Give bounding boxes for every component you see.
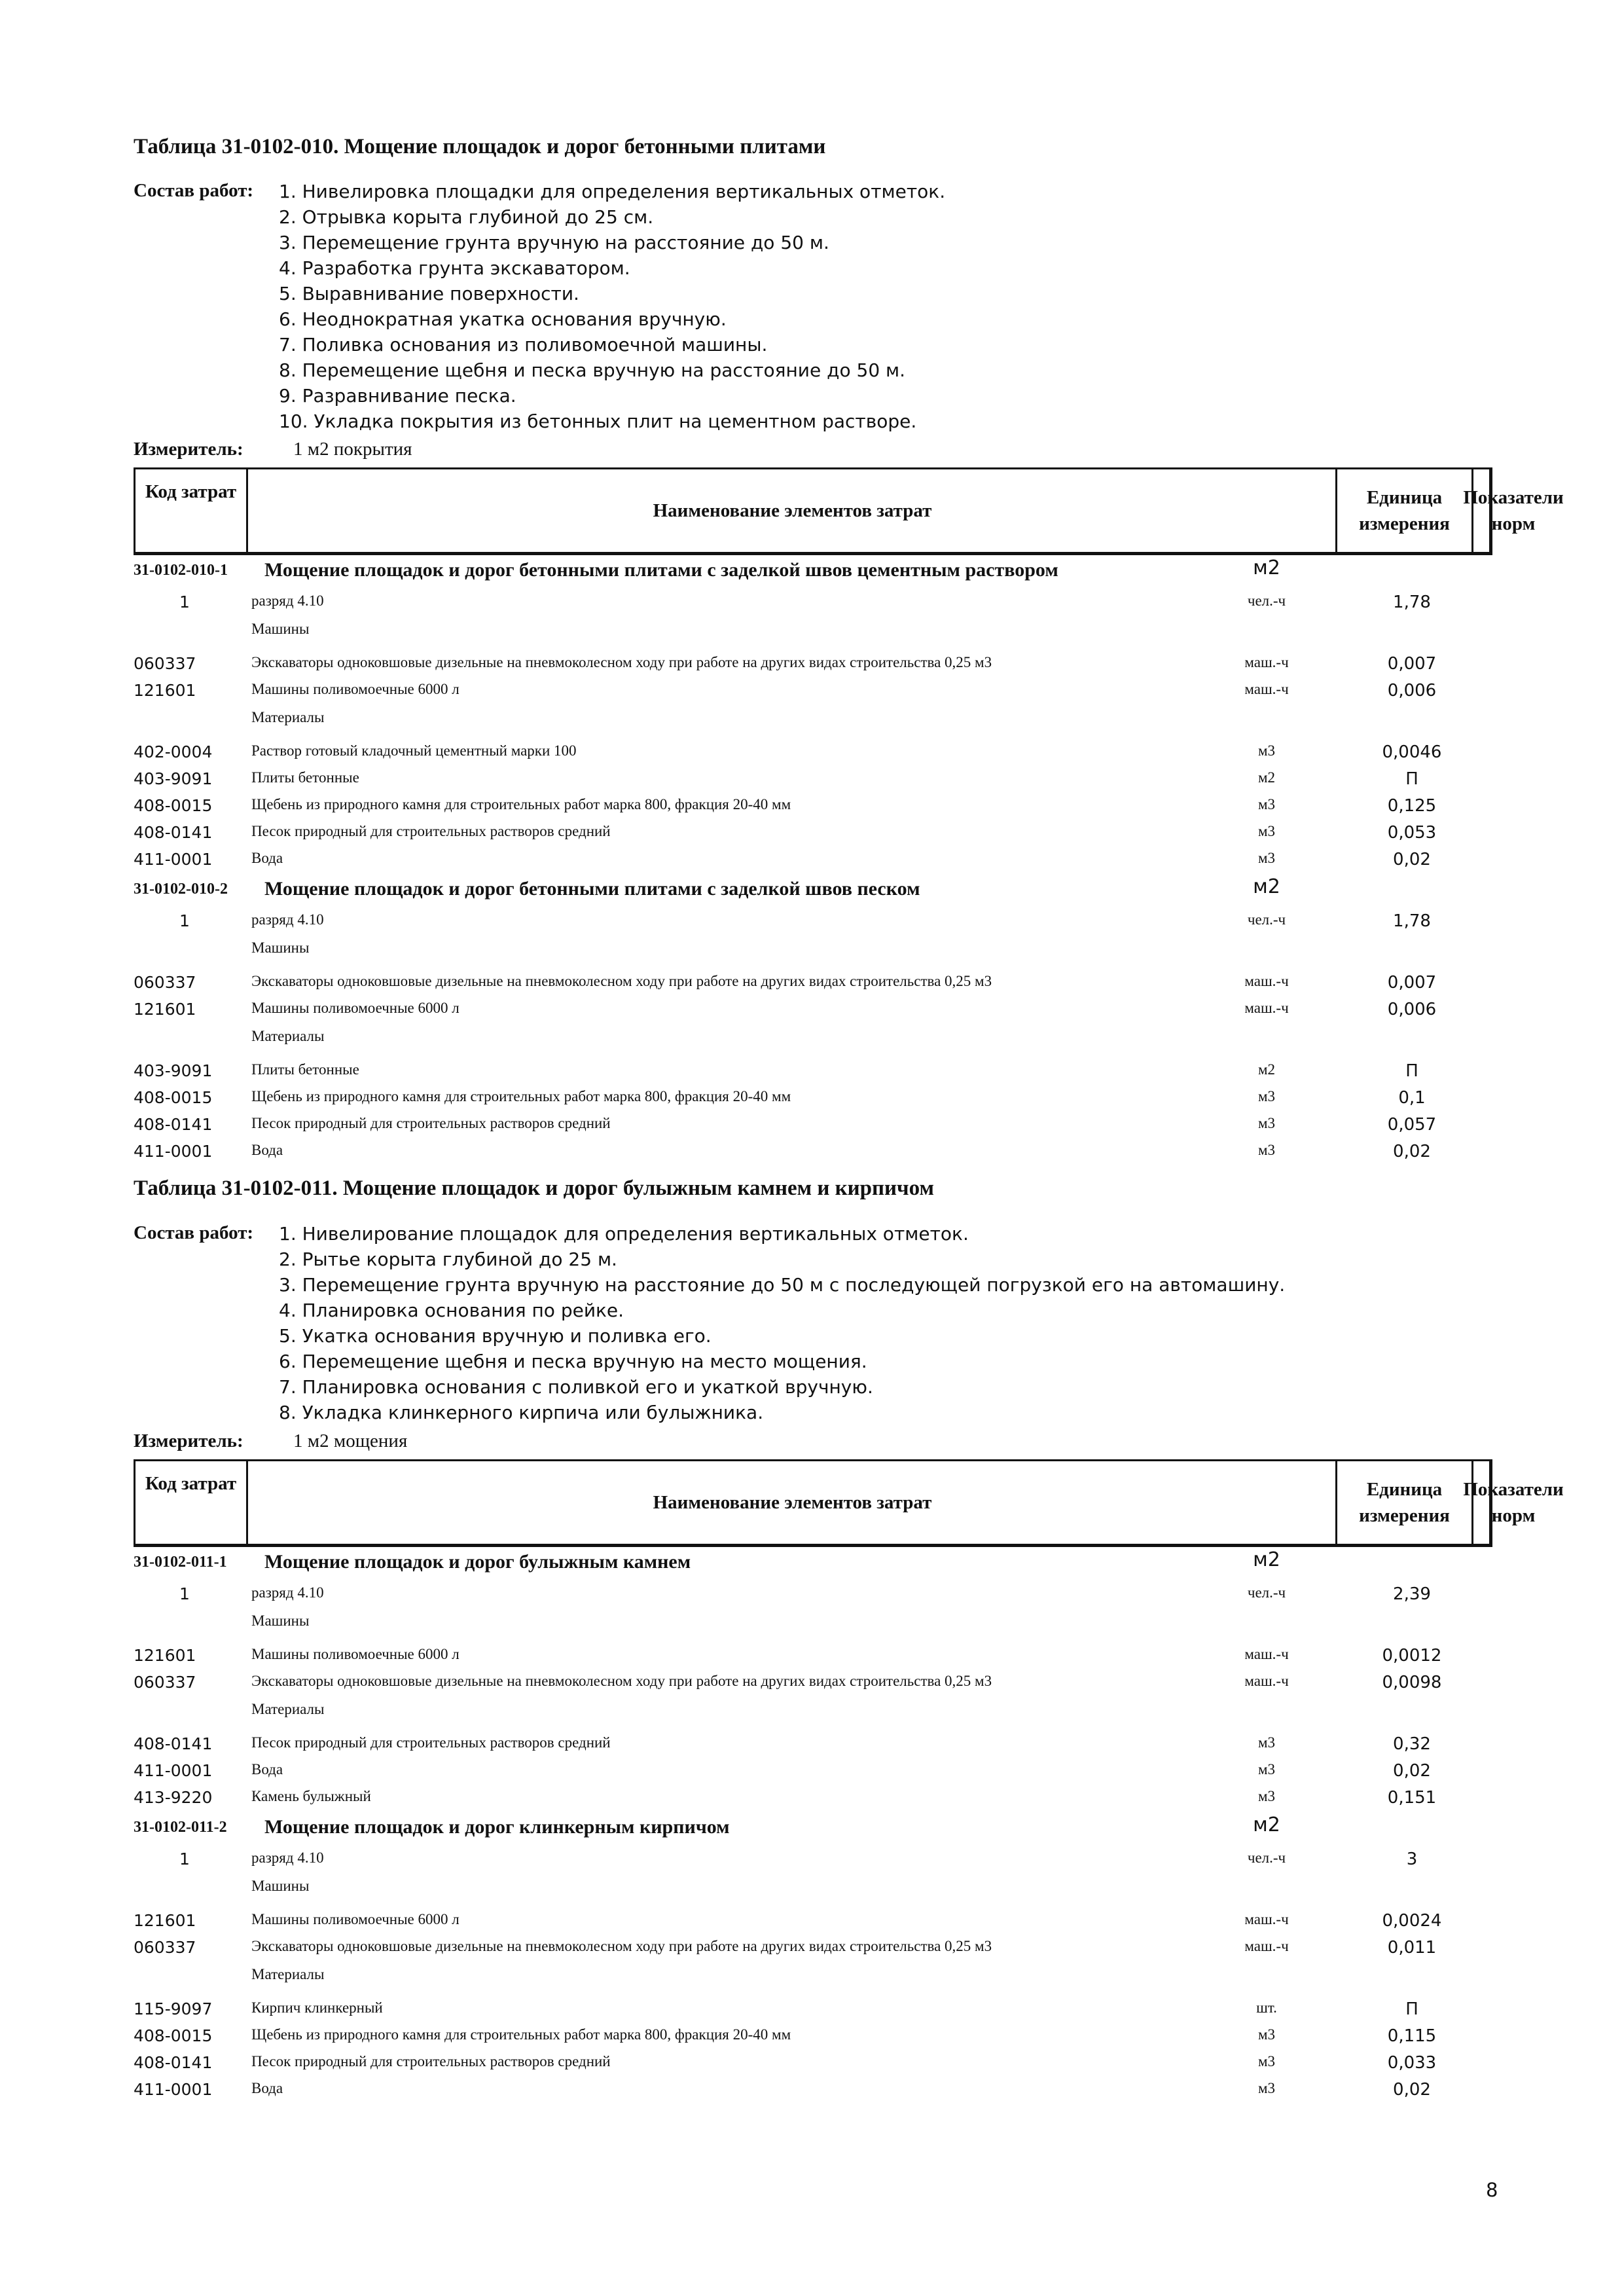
cell-unit: м3	[1257, 796, 1276, 812]
cell-name: Экскаваторы одноковшовые дизельные на пневмоколесном ходу при работе на других видах строительства 0,25 м3	[251, 654, 992, 670]
cell-norm: 0,02	[1393, 850, 1431, 869]
cell-code: 408-0141	[134, 2053, 213, 2072]
cell-unit: чел.-ч	[1247, 592, 1286, 609]
cell-name: Экскаваторы одноковшовые дизельные на пневмоколесном ходу при работе на других видах строительства 0,25 м3	[251, 1673, 992, 1689]
header-name: Наименование элементов затрат	[653, 500, 932, 521]
cell-norm: 0,1	[1398, 1088, 1426, 1108]
cell-unit: м3	[1257, 823, 1276, 839]
cell-name: Машины поливомоечные 6000 л	[251, 1911, 460, 1927]
work-step: 3. Перемещение грунта вручную на расстояние до 50 м с последующей погрузкой его на автомашину.	[279, 1274, 1286, 1296]
cell-norm: 0,02	[1393, 1761, 1431, 1781]
cell-code: 31-0102-011-2	[134, 1819, 227, 1836]
cell-name: Вода	[251, 850, 283, 866]
cell-code: 31-0102-010-2	[134, 881, 228, 898]
cell-code: 411-0001	[134, 1142, 213, 1161]
cell-name: разряд 4.10	[251, 1850, 324, 1866]
cell-name: Вода	[251, 1142, 283, 1158]
table-header	[134, 1459, 1564, 1547]
cell-unit: маш.-ч	[1244, 973, 1289, 989]
cell-name: Песок природный для строительных растворов средний	[251, 2053, 611, 2069]
cell-unit: м3	[1257, 1115, 1276, 1131]
cell-name: Материалы	[251, 1966, 325, 1982]
work-step: 10. Укладка покрытия из бетонных плит на цементном растворе.	[279, 410, 917, 432]
cell-norm: 0,0046	[1382, 742, 1442, 762]
cell-unit: м3	[1257, 1788, 1276, 1804]
cell-unit: маш.-ч	[1244, 654, 1289, 670]
work-step: 4. Разработка грунта экскаватором.	[279, 257, 630, 279]
cell-name: Экскаваторы одноковшовые дизельные на пневмоколесном ходу при работе на других видах строительства 0,25 м3	[251, 1938, 992, 1954]
cell-code: 121601	[134, 1000, 196, 1019]
cell-norm: 0,0024	[1382, 1911, 1442, 1931]
cell-name: Раствор готовый кладочный цементный марки 100	[251, 742, 577, 759]
table-header	[134, 467, 1564, 555]
cell-unit: маш.-ч	[1244, 1000, 1289, 1016]
cell-name: Песок природный для строительных растворов средний	[251, 823, 611, 839]
cell-unit: м2	[1257, 769, 1276, 786]
cell-name: разряд 4.10	[251, 592, 324, 609]
cell-norm: 0,033	[1387, 2053, 1437, 2073]
cell-code: 403-9091	[134, 769, 213, 788]
cell-code: 411-0001	[134, 850, 213, 869]
cell-unit: шт.	[1256, 1999, 1277, 2016]
cell-code: 411-0001	[134, 2080, 213, 2099]
cell-code: 060337	[134, 973, 196, 992]
cell-name: Щебень из природного камня для строительных работ марка 800, фракция 20-40 мм	[251, 1088, 791, 1104]
cell-name: Кирпич клинкерный	[251, 1999, 383, 2016]
measure-label: Измеритель:	[134, 439, 244, 460]
cell-name: Песок природный для строительных растворов средний	[251, 1734, 611, 1751]
cell-unit: м3	[1257, 1088, 1276, 1104]
cell-unit: м3	[1257, 1734, 1276, 1751]
cell-code: 402-0004	[134, 742, 213, 761]
cell-name: Машины	[251, 1613, 310, 1629]
cell-unit: чел.-ч	[1247, 911, 1286, 928]
cell-name: разряд 4.10	[251, 1584, 324, 1601]
header-unit	[1335, 1461, 1473, 1544]
cell-norm: 0,007	[1387, 654, 1437, 674]
cell-norm: 0,02	[1393, 1142, 1431, 1161]
cell-norm: 0,115	[1387, 2026, 1437, 2046]
header-norm-line: Показатели	[1463, 487, 1564, 508]
measure-value: 1 м2 покрытия	[293, 439, 412, 460]
cell-norm: 0,006	[1387, 1000, 1437, 1019]
cell-name: Материалы	[251, 1028, 325, 1044]
cell-unit: м2	[1257, 1061, 1276, 1078]
cell-name: Вода	[251, 2080, 283, 2096]
cell-unit: чел.-ч	[1247, 1850, 1286, 1866]
cell-name: Машины поливомоечные 6000 л	[251, 1646, 460, 1662]
header-unit	[1335, 469, 1473, 552]
work-step: 6. Перемещение щебня и песка вручную на место мощения.	[279, 1351, 867, 1372]
work-step: 9. Разравнивание песка.	[279, 385, 516, 407]
cell-name: Машины поливомоечные 6000 л	[251, 681, 460, 697]
cell-norm: 0,02	[1393, 2080, 1431, 2100]
cell-code: 060337	[134, 1938, 196, 1957]
cell-norm: 2,39	[1393, 1584, 1431, 1604]
cell-norm: 0,057	[1387, 1115, 1437, 1135]
cell-code: 408-0141	[134, 1115, 213, 1134]
cell-name: Плиты бетонные	[251, 1061, 359, 1078]
cell-code: 121601	[134, 1911, 196, 1930]
header-unit-line: Единица	[1366, 1479, 1443, 1500]
work-step: 4. Планировка основания по рейке.	[279, 1300, 624, 1321]
cell-unit: м2	[1253, 556, 1280, 579]
cell-name: Мощение площадок и дорог бетонными плитами с заделкой швов песком	[264, 878, 920, 900]
cell-code: 1	[179, 592, 190, 611]
cell-name: Мощение площадок и дорог бетонными плитами с заделкой швов цементным раствором	[264, 559, 1058, 581]
work-step: 3. Перемещение грунта вручную на расстояние до 50 м.	[279, 232, 829, 253]
cell-name: Щебень из природного камня для строительных работ марка 800, фракция 20-40 мм	[251, 2026, 791, 2043]
cell-norm: 0,053	[1387, 823, 1437, 843]
work-step: 8. Перемещение щебня и песка вручную на расстояние до 50 м.	[279, 359, 906, 381]
work-step: 7. Планировка основания с поливкой его и укаткой вручную.	[279, 1376, 873, 1398]
header-unit-line: измерения	[1359, 513, 1450, 534]
header-unit-line: измерения	[1359, 1505, 1450, 1526]
work-composition-label: Состав работ:	[134, 1222, 254, 1243]
cell-norm: 0,007	[1387, 973, 1437, 993]
header-unit-line: Единица	[1366, 487, 1443, 508]
cell-name: Песок природный для строительных растворов средний	[251, 1115, 611, 1131]
cell-unit: м3	[1257, 1142, 1276, 1158]
cell-unit: маш.-ч	[1244, 1911, 1289, 1927]
cell-name: Камень булыжный	[251, 1788, 371, 1804]
cell-code: 411-0001	[134, 1761, 213, 1780]
cell-norm: П	[1405, 1061, 1418, 1081]
cell-unit: маш.-ч	[1244, 681, 1289, 697]
header-norm-line: Показатели	[1463, 1479, 1564, 1500]
cell-norm: 1,78	[1393, 592, 1431, 612]
cell-norm: П	[1405, 769, 1418, 789]
cell-norm: 0,151	[1387, 1788, 1437, 1808]
cell-code: 408-0141	[134, 1734, 213, 1753]
cell-norm: 0,32	[1393, 1734, 1431, 1754]
cell-name: Плиты бетонные	[251, 769, 359, 786]
header-code: Код затрат	[135, 469, 248, 552]
work-step: 7. Поливка основания из поливомоечной машины.	[279, 334, 768, 355]
cell-norm: 0,0012	[1382, 1646, 1442, 1666]
cell-code: 115-9097	[134, 1999, 213, 2018]
cell-name: Машины	[251, 1878, 310, 1894]
work-step: 5. Выравнивание поверхности.	[279, 283, 579, 304]
cell-norm: 0,011	[1387, 1938, 1437, 1958]
work-steps-list	[279, 1221, 1285, 1425]
cell-code: 413-9220	[134, 1788, 213, 1807]
work-step: 5. Укатка основания вручную и поливка его.	[279, 1325, 712, 1347]
cell-code: 31-0102-011-1	[134, 1554, 227, 1571]
cell-unit: маш.-ч	[1244, 1673, 1289, 1689]
cell-code: 121601	[134, 681, 196, 700]
cell-code: 060337	[134, 654, 196, 673]
cell-code: 121601	[134, 1646, 196, 1665]
cell-name: Мощение площадок и дорог клинкерным кирпичом	[264, 1816, 730, 1838]
cell-unit: м3	[1257, 850, 1276, 866]
cell-code: 408-0015	[134, 2026, 213, 2045]
cell-unit: м2	[1253, 875, 1280, 898]
header-name: Наименование элементов затрат	[653, 1492, 932, 1513]
cell-norm: 3	[1406, 1850, 1418, 1869]
cell-name: разряд 4.10	[251, 911, 324, 928]
work-step: 6. Неоднократная укатка основания вручную.	[279, 308, 727, 330]
table-title: Таблица 31-0102-010. Мощение площадок и дорог бетонными плитами	[134, 135, 826, 158]
cell-norm: 0,0098	[1382, 1673, 1442, 1692]
cell-name: Машины	[251, 939, 310, 956]
cell-name: Машины	[251, 621, 310, 637]
cell-name: Материалы	[251, 1701, 325, 1717]
work-steps-list	[279, 179, 945, 434]
cell-name: Щебень из природного камня для строительных работ марка 800, фракция 20-40 мм	[251, 796, 791, 812]
cell-code: 1	[179, 1584, 190, 1603]
cell-unit: м3	[1257, 2026, 1276, 2043]
cell-norm: П	[1405, 1999, 1418, 2019]
header-norm-line: норм	[1491, 1505, 1536, 1526]
cell-code: 1	[179, 911, 190, 930]
table-title: Таблица 31-0102-011. Мощение площадок и дорог булыжным камнем и кирпичом	[134, 1176, 934, 1200]
header-norm	[1463, 1461, 1564, 1544]
measure-value: 1 м2 мощения	[293, 1430, 408, 1451]
header-code: Код затрат	[135, 1461, 248, 1544]
work-step: 2. Рытье корыта глубиной до 25 м.	[279, 1248, 617, 1270]
cell-norm: 0,125	[1387, 796, 1437, 816]
cell-name: Экскаваторы одноковшовые дизельные на пневмоколесном ходу при работе на других видах строительства 0,25 м3	[251, 973, 992, 989]
measure-label: Измеритель:	[134, 1430, 244, 1451]
cell-code: 408-0141	[134, 823, 213, 842]
cell-code: 408-0015	[134, 796, 213, 815]
work-step: 8. Укладка клинкерного кирпича или булыжника.	[279, 1402, 764, 1423]
cell-unit: чел.-ч	[1247, 1584, 1286, 1601]
cell-norm: 0,006	[1387, 681, 1437, 701]
cell-unit: маш.-ч	[1244, 1646, 1289, 1662]
header-norm	[1463, 469, 1564, 552]
header-norm-line: норм	[1491, 513, 1536, 534]
cell-unit: м3	[1257, 742, 1276, 759]
cell-code: 1	[179, 1850, 190, 1868]
cell-name: Вода	[251, 1761, 283, 1777]
work-step: 1. Нивелировка площадки для определения вертикальных отметок.	[279, 181, 946, 202]
work-composition-label: Состав работ:	[134, 180, 254, 201]
cell-code: 408-0015	[134, 1088, 213, 1107]
cell-code: 31-0102-010-1	[134, 562, 228, 579]
cell-unit: м3	[1257, 2053, 1276, 2069]
cell-unit: м3	[1257, 1761, 1276, 1777]
cell-code: 060337	[134, 1673, 196, 1692]
cell-name: Материалы	[251, 709, 325, 725]
work-step: 2. Отрывка корыта глубиной до 25 см.	[279, 206, 654, 228]
cell-unit: м3	[1257, 2080, 1276, 2096]
cell-unit: м2	[1253, 1813, 1280, 1836]
cell-norm: 1,78	[1393, 911, 1431, 931]
work-step: 1. Нивелирование площадок для определения вертикальных отметок.	[279, 1223, 969, 1245]
cell-name: Машины поливомоечные 6000 л	[251, 1000, 460, 1016]
cell-unit: м2	[1253, 1548, 1280, 1571]
cell-code: 403-9091	[134, 1061, 213, 1080]
cell-name: Мощение площадок и дорог булыжным камнем	[264, 1551, 691, 1573]
page-number: 8	[1486, 2179, 1498, 2201]
cell-unit: маш.-ч	[1244, 1938, 1289, 1954]
